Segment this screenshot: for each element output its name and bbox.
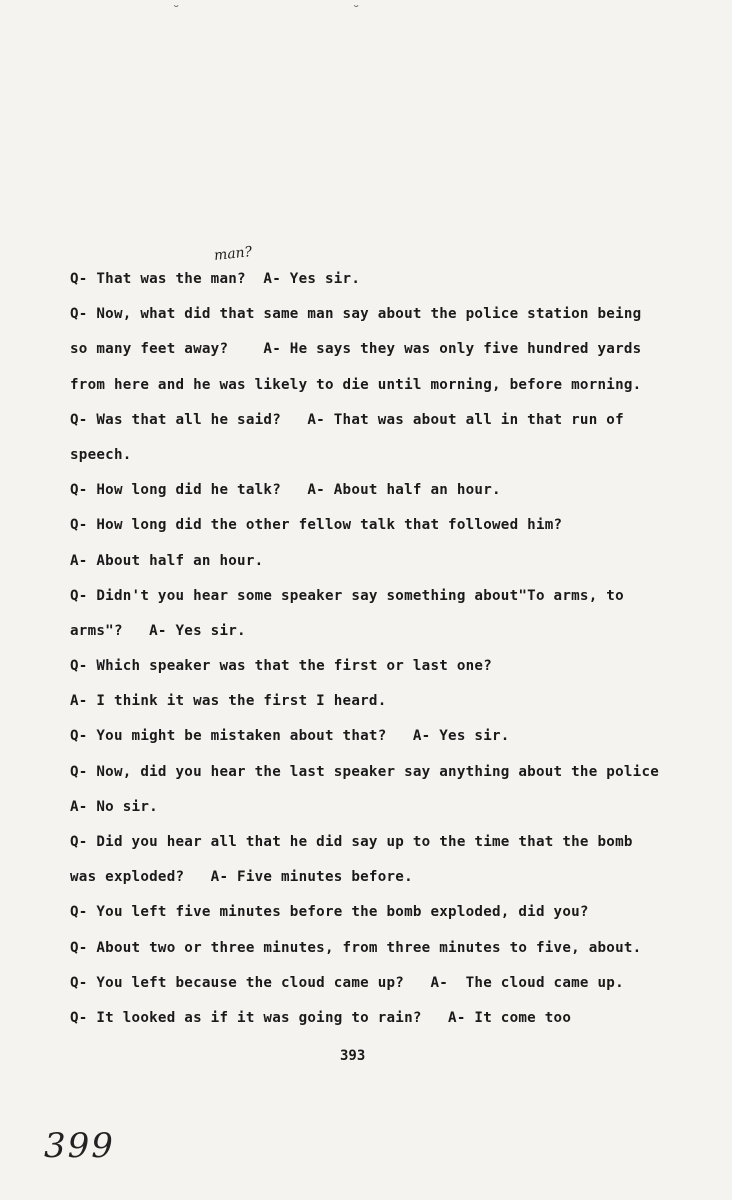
transcript-line: speech. [70,446,132,463]
transcript-line: Q- How long did the other fellow talk that followed him? [70,517,563,534]
transcript-line: A- I think it was the first I heard. [70,693,387,710]
page-number: 393 [340,1048,366,1064]
scan-mark: ˘ [172,4,181,20]
transcript-line: arms"? A- Yes sir. [70,622,246,639]
transcript-line: was exploded? A- Five minutes before. [70,869,413,886]
transcript-line: Q- You left because the cloud came up? A- The cloud came up. [70,974,624,991]
transcript-line: Q- It looked as if it was going to rain? A- It come too [70,1009,572,1026]
transcript-line: Q- Now, did you hear the last speaker say anything about the police [70,763,660,780]
transcript-line: A- About half an hour. [70,552,264,569]
handwritten-insert: man? [213,244,253,264]
transcript-line: Q- Which speaker was that the first or last one? [70,658,492,675]
transcript-body [70,268,710,1042]
transcript-line: from here and he was likely to die until morning, before morning. [70,376,642,393]
transcript-line: Q- How long did he talk? A- About half an hour. [70,482,501,499]
transcript-line: Q- You might be mistaken about that? A- Yes sir. [70,728,510,745]
transcript-line: Q- Was that all he said? A- That was about all in that run of [70,411,624,428]
scan-mark: ˘ [352,4,361,20]
transcript-line: Q- About two or three minutes, from three minutes to five, about. [70,939,642,956]
transcript-line: Q- That was the man? A- Yes sir. [70,271,361,287]
transcript-line: Q- Didn't you hear some speaker say something about"To arms, to [70,587,624,604]
transcript-line: A- No sir. [70,798,158,815]
transcript-line: Q- You left five minutes before the bomb exploded, did you? [70,904,589,921]
transcript-line: so many feet away? A- He says they was only five hundred yards [70,341,642,358]
transcript-line: Q- Did you hear all that he did say up to the time that the bomb [70,834,633,850]
transcript-line: Q- Now, what did that same man say about the police station being [70,306,642,323]
handwritten-page-number: 399 [44,1126,115,1166]
